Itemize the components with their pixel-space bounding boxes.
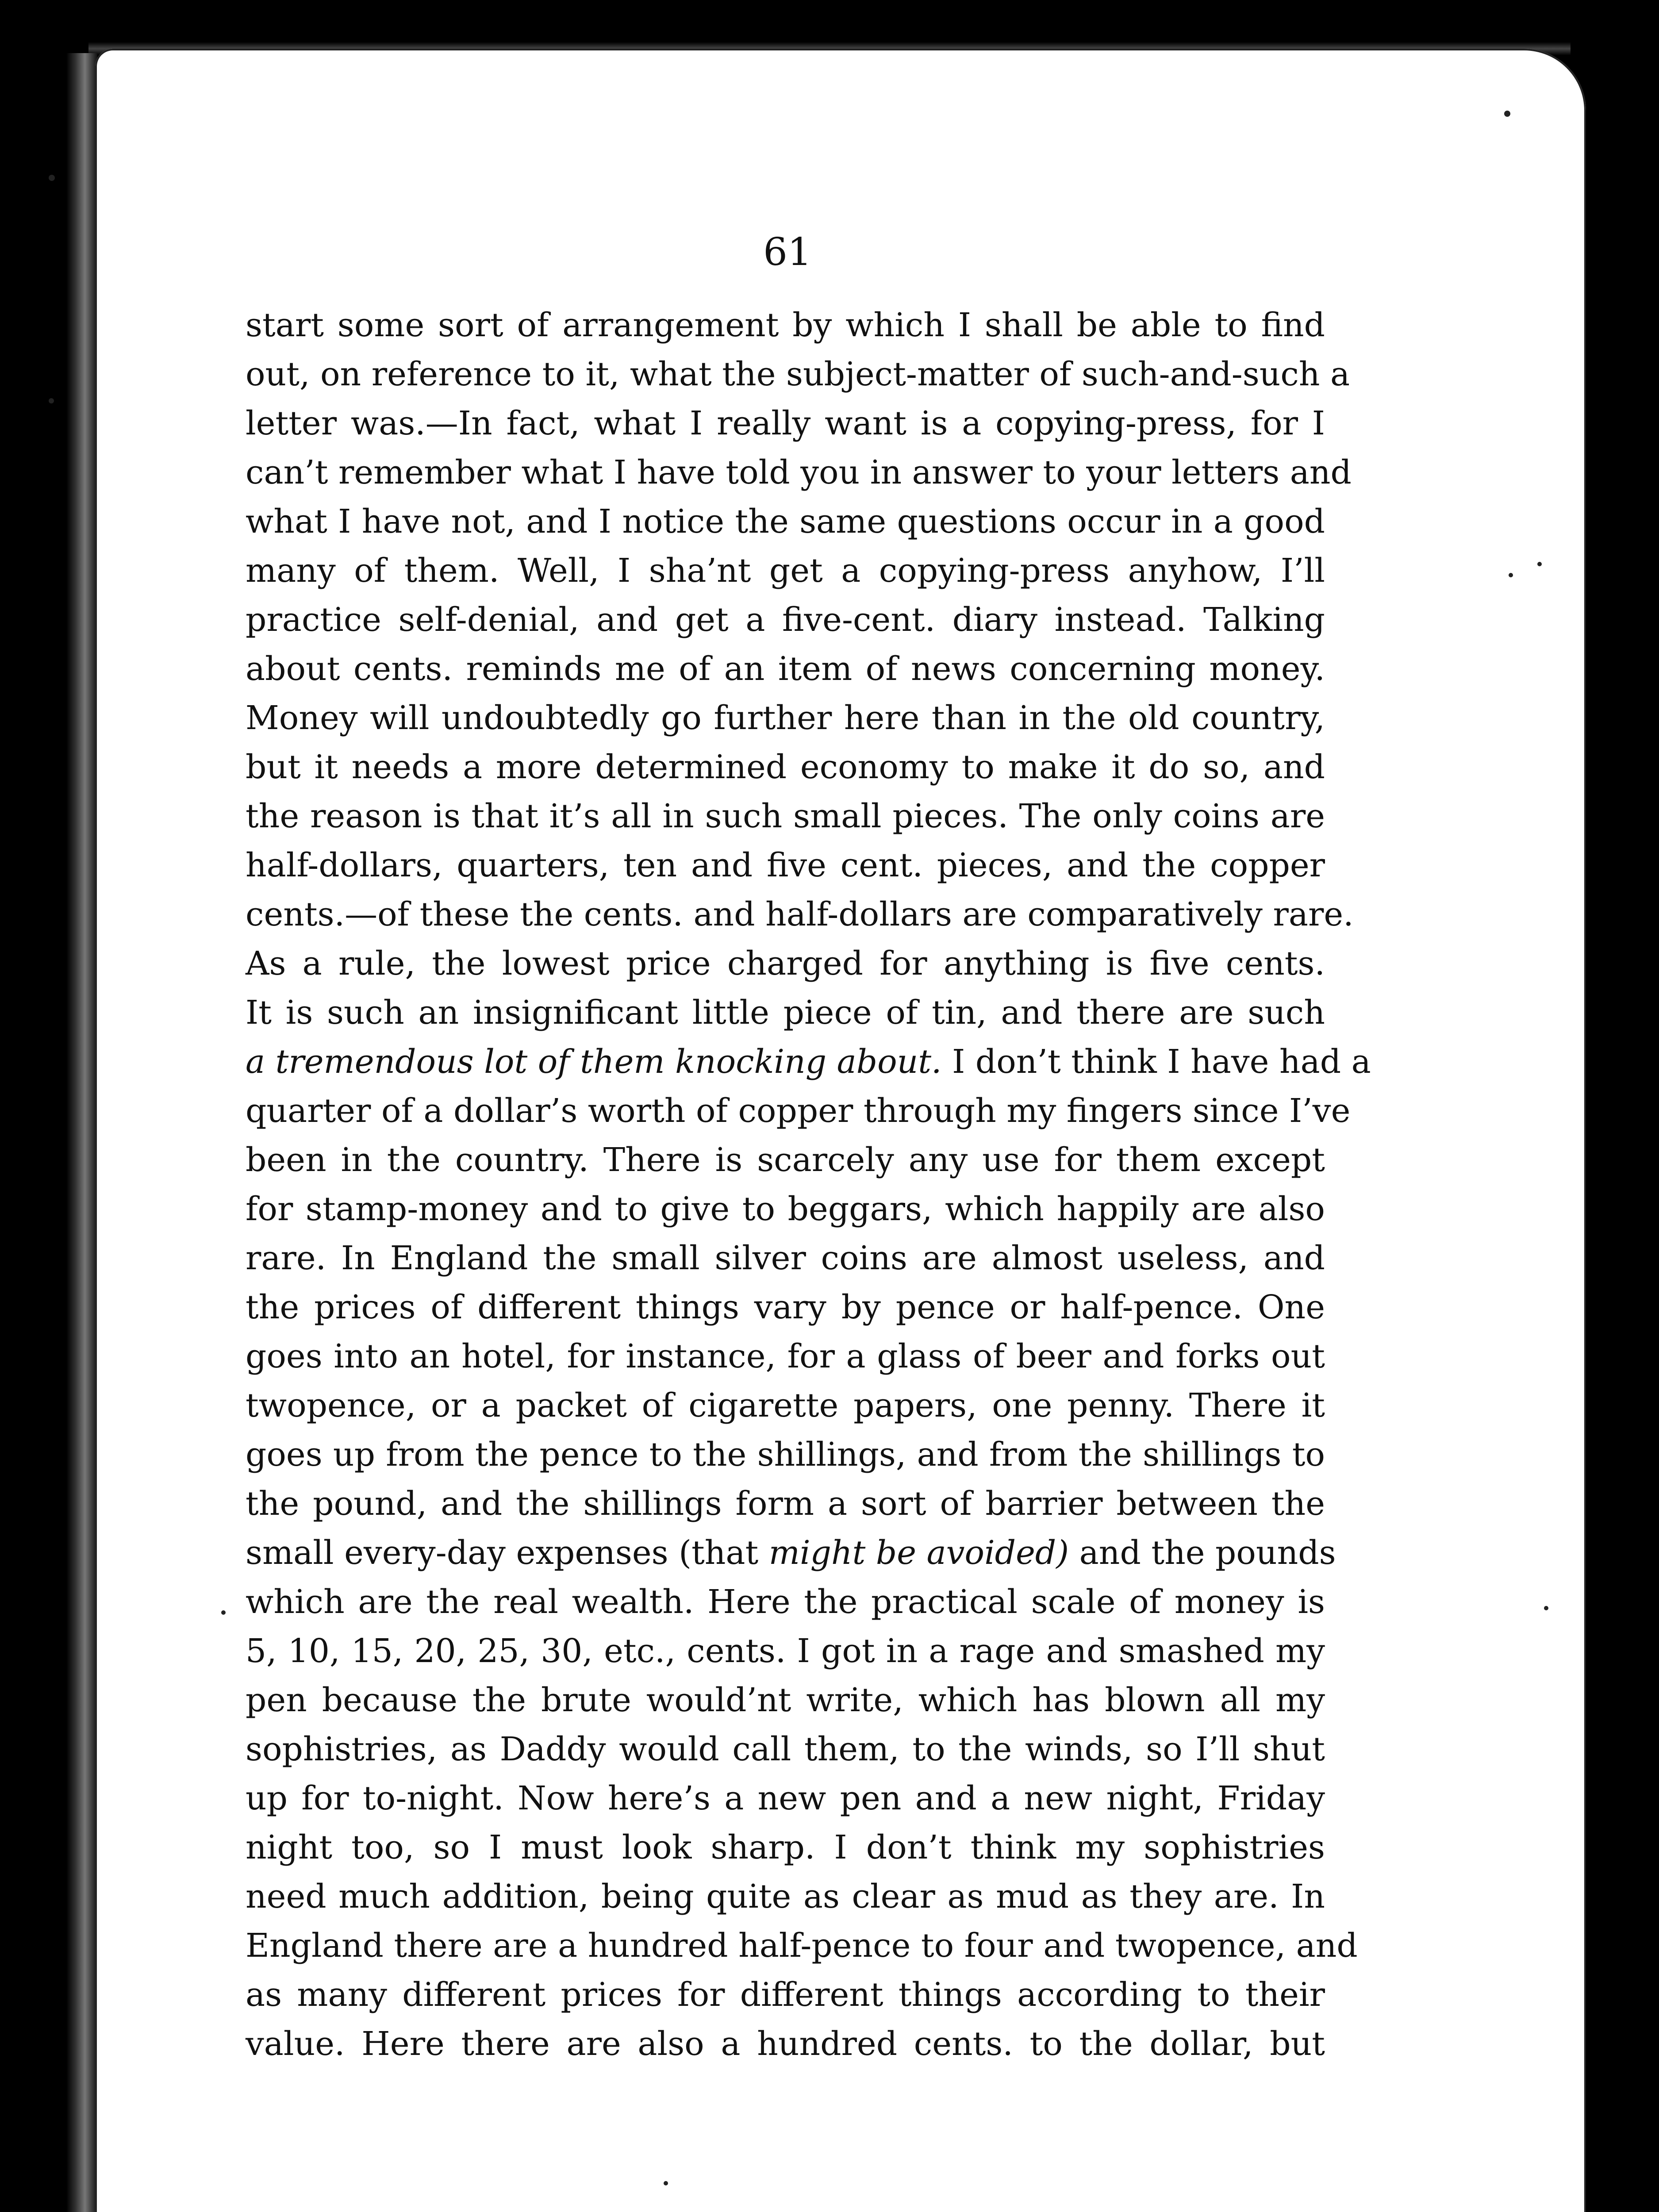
text-line-9: Money will undoubtedly go further here than in the old country, — [246, 699, 1325, 737]
italic-phrase: might be avoided) — [768, 1534, 1069, 1572]
text-line-29: pen because the brute would’nt write, which has blown all my — [246, 1681, 1325, 1719]
text-line-15: It is such an insignificant little piece of tin, and there are such — [246, 994, 1325, 1032]
scan-speck — [1504, 111, 1510, 117]
text-line-2: out, on reference to it, what the subject-matter of such-and-such a — [246, 355, 1350, 393]
text-line-12: half-dollars, quarters, ten and five cent. pieces, and the copper — [246, 846, 1325, 884]
text-line-34: England there are a hundred half-pence to four and twopence, and — [246, 1927, 1358, 1965]
text-line-21: the prices of different things vary by pence or half-pence. One — [246, 1288, 1325, 1326]
text-line-19: for stamp-money and to give to beggars, which happily are also — [246, 1190, 1325, 1228]
text-line-3: letter was.—In fact, what I really want is a copying-press, for I — [246, 404, 1325, 442]
text-line-26-after: and the pounds — [1069, 1534, 1336, 1572]
text-line-16 — [246, 1037, 1371, 1087]
text-line-24: goes up from the pence to the shillings, and from the shillings to — [246, 1436, 1325, 1474]
text-line-25: the pound, and the shillings form a sort of barrier between the — [246, 1485, 1325, 1523]
text-line-36: value. Here there are also a hundred cents. to the dollar, but — [246, 2025, 1325, 2063]
scan-speck — [1537, 562, 1542, 566]
scan-speck — [1544, 1606, 1548, 1610]
text-line-18: been in the country. There is scarcely any use for them except — [246, 1141, 1325, 1179]
text-line-35: as many different prices for different things according to their — [246, 1976, 1325, 2014]
italic-phrase: a tremendous lot of them knocking about. — [246, 1043, 942, 1081]
text-line-30: sophistries, as Daddy would call them, to the winds, so I’ll shut — [246, 1730, 1325, 1768]
text-line-7: practice self-denial, and get a five-cent. diary instead. Talking — [246, 601, 1325, 639]
text-line-1: start some sort of arrangement by which I shall be able to find — [246, 306, 1325, 344]
page-binding-edge — [66, 53, 97, 2212]
text-line-5: what I have not, and I notice the same questions occur in a good — [246, 503, 1325, 541]
text-line-4: can’t remember what I have told you in answer to your letters and — [246, 453, 1352, 492]
text-line-31: up for to-night. Now here’s a new pen and a new night, Friday — [246, 1779, 1325, 1817]
scan-speck — [49, 398, 54, 403]
text-line-16-rest: I don’t think I have had a — [941, 1043, 1371, 1081]
text-line-22: goes into an hotel, for instance, for a glass of beer and forks out — [246, 1337, 1325, 1375]
scan-speck — [221, 1610, 226, 1615]
text-line-32: night too, so I must look sharp. I don’t think my sophistries — [246, 1828, 1325, 1866]
text-line-26 — [246, 1528, 1336, 1578]
scan-speck — [664, 2181, 668, 2185]
text-line-11: the reason is that it’s all in such small pieces. The only coins are — [246, 797, 1325, 835]
text-line-28: 5, 10, 15, 20, 25, 30, etc., cents. I got in a rage and smashed my — [246, 1632, 1325, 1670]
text-line-6: many of them. Well, I sha’nt get a copying-press anyhow, I’ll — [246, 552, 1325, 590]
page-number: 61 — [763, 230, 812, 274]
text-line-23: twopence, or a packet of cigarette papers, one penny. There it — [246, 1386, 1325, 1425]
text-line-27: which are the real wealth. Here the practical scale of money is — [246, 1583, 1325, 1621]
text-line-8: about cents. reminds me of an item of news concerning money. — [246, 650, 1325, 688]
text-line-20: rare. In England the small silver coins are almost useless, and — [246, 1239, 1325, 1277]
body-text — [246, 301, 1371, 2069]
scan-speck — [49, 175, 55, 181]
text-line-17: quarter of a dollar’s worth of copper through my fingers since I’ve — [246, 1092, 1351, 1130]
text-line-14: As a rule, the lowest price charged for anything is five cents. — [246, 945, 1325, 983]
text-line-13: cents.—of these the cents. and half-dollars are comparatively rare. — [246, 895, 1354, 933]
scan-speck — [1509, 573, 1513, 577]
text-line-26-before: small every-day expenses (that — [246, 1534, 769, 1572]
text-line-10: but it needs a more determined economy to make it do so, and — [246, 748, 1325, 786]
text-line-33: need much addition, being quite as clear as mud as they are. In — [246, 1878, 1325, 1916]
